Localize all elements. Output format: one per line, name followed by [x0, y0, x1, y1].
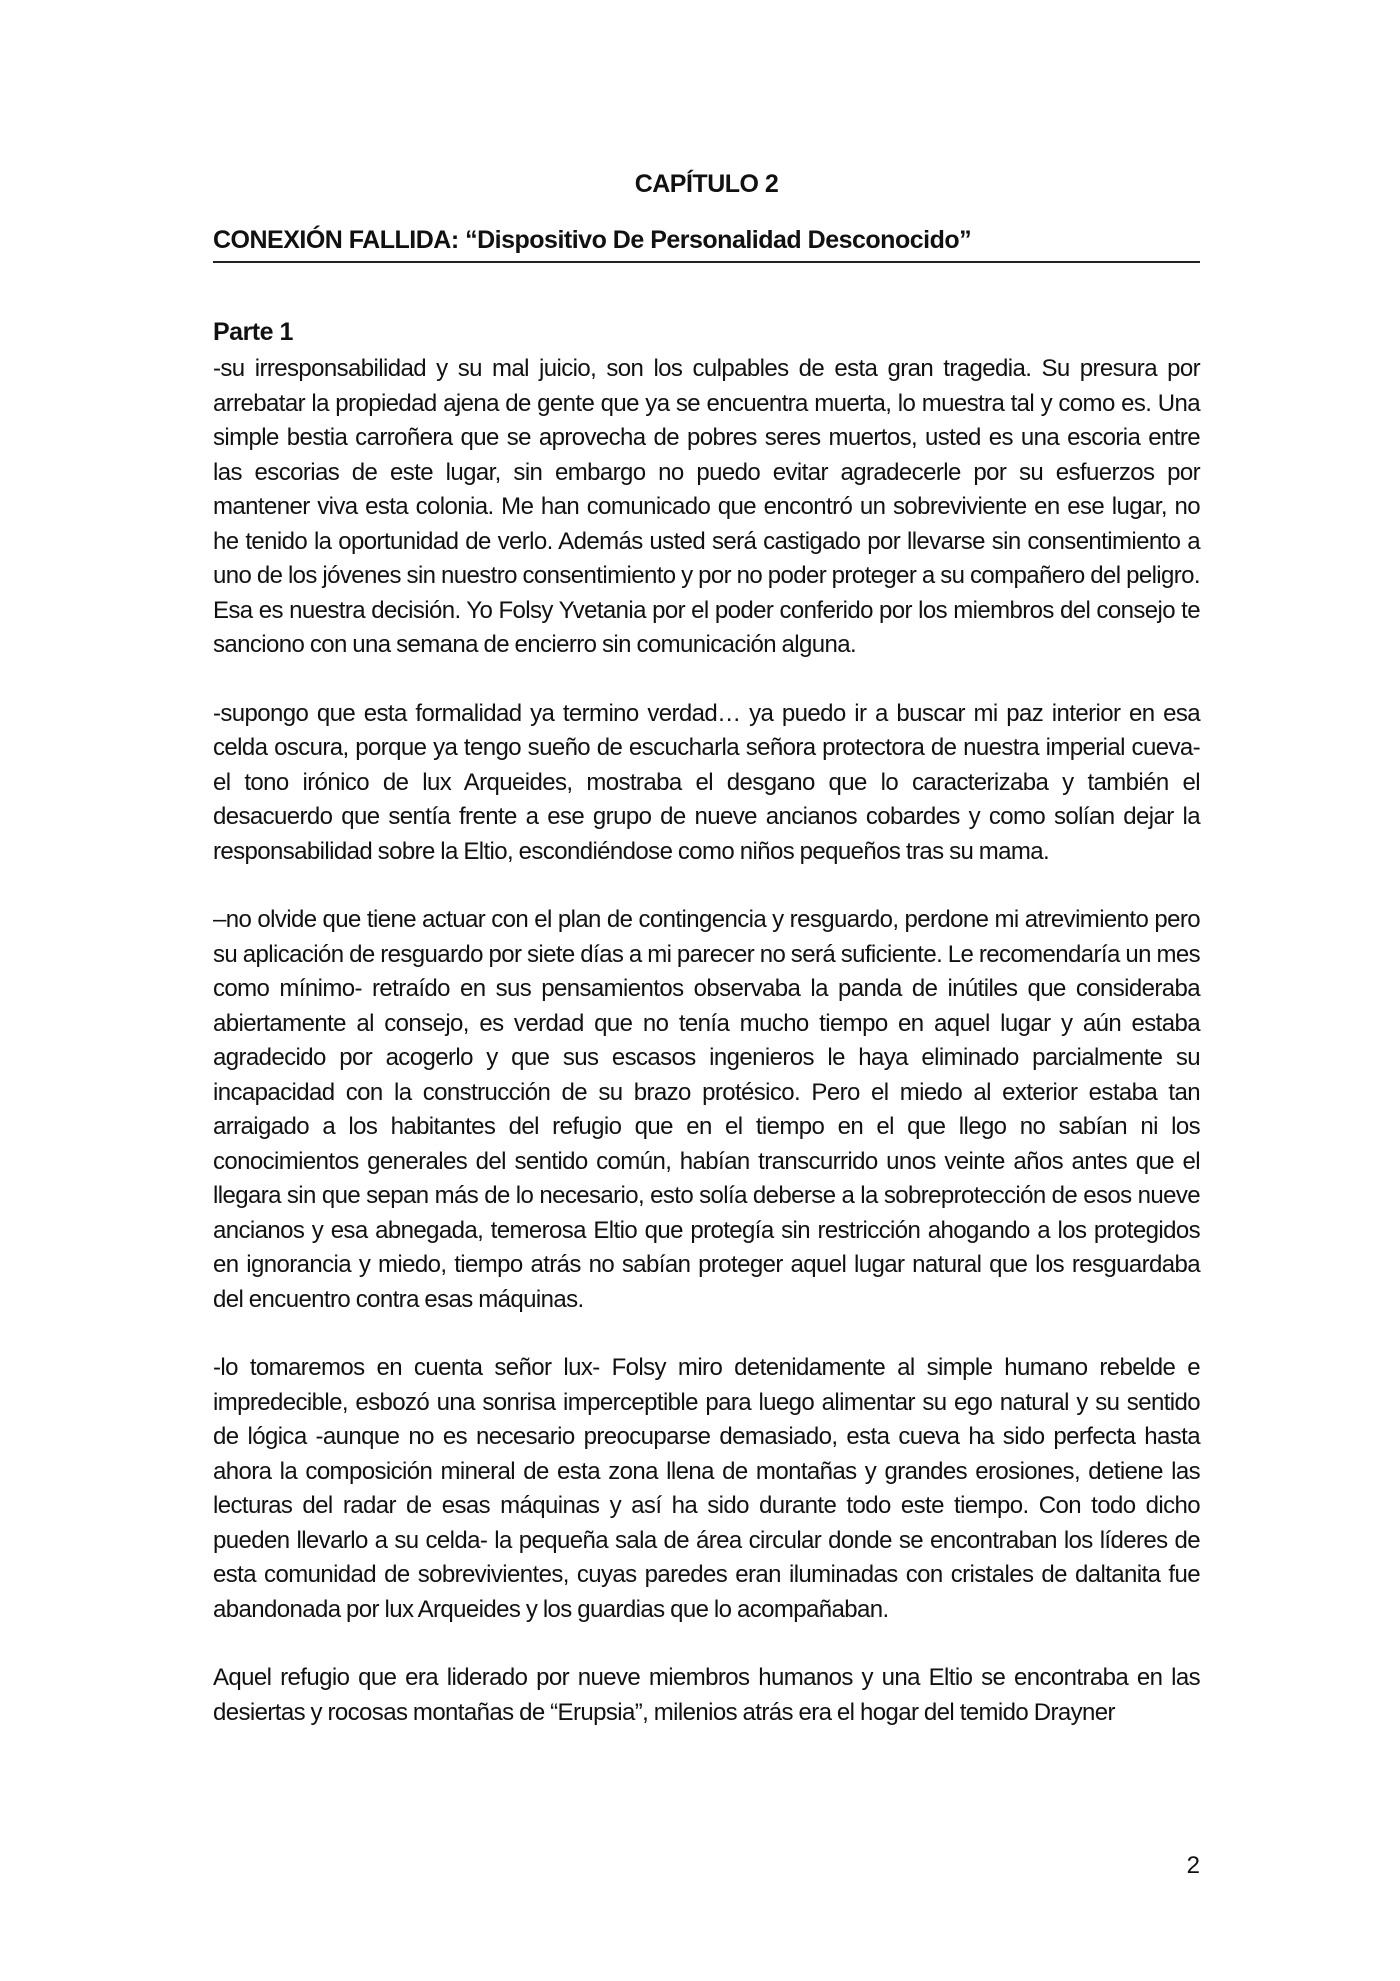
paragraph: -su irresponsabilidad y su mal juicio, son los culpables de esta gran tragedia. Su presura por arrebatar la propiedad ajena de gente que ya se encuentra muerta, lo muestra tal y como es. Una simple bestia carroñera que se aprovecha de pobres seres muertos, usted es una escoria entre las escorias de este lugar, sin embargo no puedo evitar agradecerle por su esfuerzos por mantener viva esta colonia. Me han comunicado que encontró un sobreviviente en ese lugar, no he tenido la oportunidad de verlo. Además usted será castigado por llevarse sin consentimiento a uno de los jóvenes sin nuestro consentimiento y por no poder proteger a su compañero del peligro. Esa es nuestra decisión. Yo Folsy Yvetania por el poder conferido por los miembros del consejo te sanciono con una semana de encierro sin comunicación alguna. — [213, 355, 1200, 658]
page-number: 2 — [1186, 1852, 1200, 1879]
paragraph: -supongo que esta formalidad ya termino verdad… ya puedo ir a buscar mi paz interior en esa celda oscura, porque ya tengo sueño de escucharla señora protectora de nuestra imperial cueva- el tono irónico de lux Arqueides, mostraba el desgano que lo caracterizaba y también el desacuerdo que sentía frente a ese grupo de nueve ancianos cobardes y como solían dejar la responsabilidad sobre la Eltio, escondiéndose como niños pequeños tras su mama. — [213, 699, 1200, 865]
paragraph: Aquel refugio que era liderado por nueve miembros humanos y una Eltio se encontraba en las desiertas y rocosas montañas de “Erupsia”, milenios atrás era el hogar del temido Drayner — [213, 1664, 1200, 1726]
part-heading: Parte 1 — [213, 318, 293, 346]
paragraph: -lo tomaremos en cuenta señor lux- Folsy miro detenidamente al simple humano rebelde e impredecible, esbozó una sonrisa imperceptible para luego alimentar su ego natural y su sentido de lógica -aunque no es necesario preocuparse demasiado, esta cueva ha sido perfecta hasta ahora la composición mineral de esta zona llena de montañas y grandes erosiones, detiene las lecturas del radar de esas máquinas y así ha sido durante todo este tiempo. Con todo dicho pueden llevarlo a su celda- la pequeña sala de área circular donde se encontraban los líderes de esta comunidad de sobrevivientes, cuyas paredes eran iluminadas con cristales de daltanita fue abandonada por lux Arqueides y los guardias que lo acompañaban. — [213, 1354, 1200, 1623]
chapter-subtitle: CONEXIÓN FALLIDA: “Dispositivo De Personalidad Desconocido” — [213, 226, 1200, 263]
paragraph: –no olvide que tiene actuar con el plan de contingencia y resguardo, perdone mi atrevimiento pero su aplicación de resguardo por siete días a mi parecer no será suficiente. Le recomendaría un mes como mínimo- retraído en sus pensamientos observaba la panda de inútiles que consideraba abiertamente al consejo, es verdad que no tenía mucho tiempo en aquel lugar y aún estaba agradecido por acogerlo y que sus escasos ingenieros le haya eliminado parcialmente su incapacidad con la construcción de su brazo protésico. Pero el miedo al exterior estaba tan arraigado a los habitantes del refugio que en el tiempo en el que llego no sabían ni los conocimientos generales del sentido común, habían transcurrido unos veinte años antes que el llegara sin que sepan más de lo necesario, esto solía deberse a la sobreprotección de esos nueve ancianos y esa abnegada, temerosa Eltio que protegía sin restricción ahogando a los protegidos en ignorancia y miedo, tiempo atrás no sabían proteger aquel lugar natural que los resguardaba del encuentro contra esas máquinas. — [213, 906, 1200, 1313]
chapter-title: CAPÍTULO 2 — [634, 170, 779, 198]
body-text — [213, 352, 1200, 1730]
